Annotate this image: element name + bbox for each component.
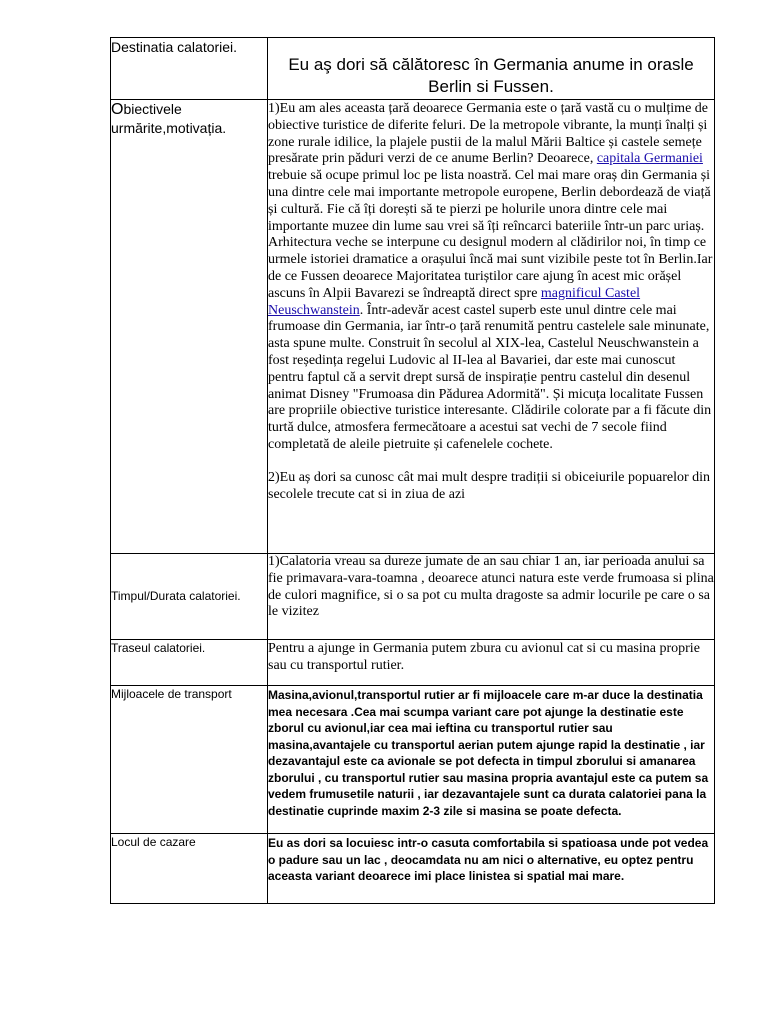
table-row bbox=[111, 686, 715, 834]
destination-text: Eu aş dori să călătoresc în Germania anume in orasle Berlin si Fussen. bbox=[288, 55, 694, 96]
link-capitala-germaniei[interactable]: capitala Germaniei bbox=[596, 151, 703, 167]
row-content-duration bbox=[268, 554, 715, 640]
row-label-accommodation bbox=[111, 834, 268, 904]
label-first-letter: O bbox=[111, 101, 124, 118]
row-label-duration bbox=[111, 554, 268, 640]
route-text: Pentru a ajunge in Germania putem zbura cu avionul cat si cu masina proprie sau cu transportul rutier. bbox=[268, 641, 700, 673]
row-content-route bbox=[268, 640, 715, 686]
table-row bbox=[111, 100, 715, 554]
row-label-destination bbox=[111, 38, 268, 100]
table-row bbox=[111, 834, 715, 904]
accommodation-text: Eu as dori sa locuiesc intr-o casuta comfortabila si spatioasa unde pot vedea o padure sau un lac , deocamdata nu am nici o alternative, eu optez pentru aceasta variant deoarece imi place linistea si spatial mai mare. bbox=[268, 836, 709, 883]
table-row bbox=[111, 554, 715, 640]
paragraph-text: 1)Eu am ales aceasta țară deoarece Germania este o țară vastă cu o mulțime de obiective turistice de diferite feluri. De la metropole vibrante, la munți înalți și zone rurale idilice, la plajele pustii de la malul Mării Baltice și castele semețe presărate prin păduri verzi de ce anume Berlin? Deoarece, bbox=[268, 101, 708, 167]
row-content-objectives bbox=[268, 100, 715, 554]
transport-text: Masina,avionul,transportul rutier ar fi mijloacele care m-ar duce la destinatia mea necesara .Cea mai scumpa variant care pot ajunge la destinatie este zborul cu avionul,iar cea mai ieftina cu transportul rutier sau masina,avantajele cu transportul aerian putem ajunge rapid la destinatie , iar dezavantajul este ca avionale se pot defecta in timpul zborului si amanarea zborului , cu transportul rutier sau masina propria avantajul este ca putem sa vedem frumusetile naturii , iar dezavantajele sunt ca durata calatoriei pana la destinatie cuprinde maxim 2-3 zile si masina se poate defecta. bbox=[268, 688, 709, 818]
row-content-accommodation bbox=[268, 834, 715, 904]
row-label-objectives bbox=[111, 100, 268, 554]
objectives-paragraph-2: 2)Eu aș dori sa cunosc cât mai mult despre tradiții si obiceiurile popuarelor din secolele trecute cat si in ziua de azi bbox=[268, 469, 711, 502]
row-label-transport bbox=[111, 686, 268, 834]
objectives-paragraph-1 bbox=[268, 101, 714, 454]
label-text: Locul de cazare bbox=[111, 835, 196, 849]
label-text: Traseul calatoriei. bbox=[111, 641, 206, 655]
paragraph-text: trebuie să ocupe primul loc pe lista noastră. Cel mai mare oraș din Germania și una dintre cele mai importante metropole europene, Berlin debordează de viață și cultură. Fie că îți dorești să te pierzi pe holurile unora dintre cele mai importante muzee din lume sau vrei să îți reîncarci bateriile într-un parc uriaș. Arhitectura veche se interpune cu designul modern al clădirilor noi, în timp ce urmele istoriei dramatice a orașului încă mai sunt vizibile peste tot în Berlin.Iar de ce Fussen deoarece Majoritatea turiștilor care ajung în acest mic orășel ascuns în Alpii Bavarezi se îndreaptă direct spre bbox=[268, 168, 713, 301]
label-text: Mijloacele de transport bbox=[111, 687, 232, 701]
duration-text: 1)Calatoria vreau sa dureze jumate de an sau chiar 1 an, iar perioada anului sa fie primavara-vara-toamna , deoarece atunci natura este verde frumoasa si plina de culori magnifice, si o sa pot cu multa dragoste sa admir locurile pe care o sa le vizitez bbox=[268, 554, 714, 620]
row-label-route bbox=[111, 640, 268, 686]
link-castel-neuschwanstein[interactable]: magnificul Castel Neuschwanstein bbox=[268, 285, 641, 318]
table-row bbox=[111, 640, 715, 686]
label-text: biectivele urmărite,motivația. bbox=[111, 101, 227, 136]
label-text: Destinatia calatoriei. bbox=[111, 39, 238, 55]
row-content-destination bbox=[268, 38, 715, 100]
label-text: Timpul/Durata calatoriei. bbox=[111, 589, 241, 603]
travel-plan-table bbox=[110, 37, 715, 904]
row-content-transport bbox=[268, 686, 715, 834]
paragraph-text: . Într-adevăr acest castel superb este unul dintre cele mai frumoase din Germania, iar într-o țară renumită pentru castelele sale minunate, asta spune multe. Construit în secolul al XIX-lea, Castelul Neuschwanstein a fost reședința regelui Ludovic al II-lea al Bavariei, dar este mai cunoscut pentru faptul că a servit drept sursă de inspirație pentru castelul din desenul animat Disney "Frumoasa din Pădurea Adormită". Și micuța localitate Fussen are propriile obiective turistice interesante. Clădirile colorate par a fi făcute din turtă dulce, atmosfera fermecătoare a acestui sat vechi de 7 secole fiind completată de aleile pietruite și cafenelele cochete. bbox=[268, 302, 712, 452]
table-row bbox=[111, 38, 715, 100]
